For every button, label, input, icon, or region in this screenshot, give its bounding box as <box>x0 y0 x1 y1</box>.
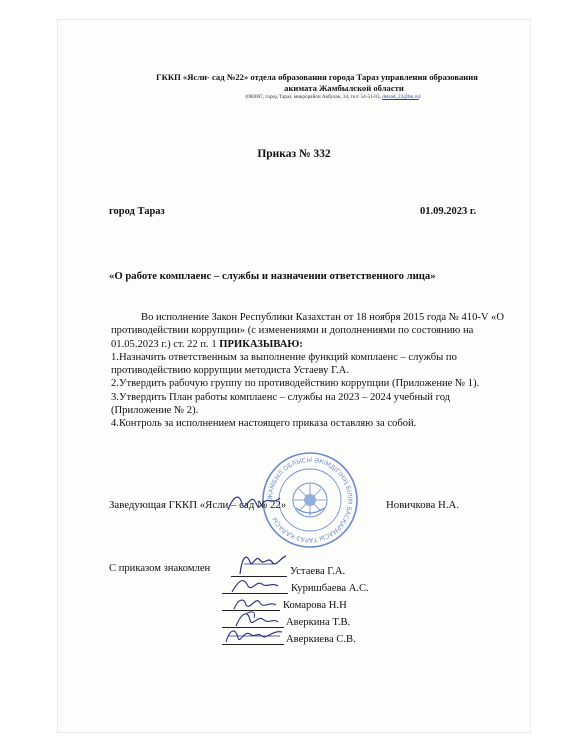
header-address <box>58 93 530 101</box>
header-address-end: ) <box>418 94 421 100</box>
acknowledged-label: С приказом знакомлен <box>109 563 211 574</box>
head-signature-icon <box>224 490 284 516</box>
order-body <box>111 311 507 431</box>
emblem-icon <box>293 483 327 517</box>
order-title: Приказ № 332 <box>257 148 331 160</box>
intro-text: Во исполнение Закон Республики Казахстан от 18 ноября 2015 года № 410-V «О противодействии коррупции» (с изменениями и дополнениями по состоянию на 01.05.2023 г.) ст. 22 п. 1 <box>111 312 504 350</box>
order-item: 2.Утвердить рабочую группу по противодействию коррупции (Приложение № 1). <box>111 378 480 390</box>
signature-icon <box>234 550 290 578</box>
head-name: Новичкова Н.А. <box>386 499 460 511</box>
order-item: 1.Назначить ответственным за выполнение функций комплаенс – службы по противодействию коррупции методиста Устаеву Г.А. <box>111 351 457 377</box>
header-line-2: акимата Жамбылской области <box>284 82 404 93</box>
stamp-text: ЖАМБЫЛ ОБЛЫСЫ ӘКІМДІГІНІҢ БІЛІМ БАСҚАРМАСЫ ТАРАЗ ҚАЛАСЫ <box>266 456 354 544</box>
decree-word: ПРИКАЗЫВАЮ: <box>219 338 303 350</box>
organization-header <box>58 72 530 101</box>
acknowledged-name: Аверкиева С.В. <box>286 634 356 645</box>
acknowledged-name: Куришбаева А.С. <box>291 583 369 594</box>
order-subject: «О работе комплаенс – службы и назначении ответственного лица» <box>109 270 436 282</box>
order-date: 01.09.2023 г. <box>420 206 477 217</box>
acknowledged-name: Устаева Г.А. <box>290 566 346 577</box>
order-item: 3.Утвердить План работы комплаенс – службы на 2023 – 2024 учебный год (Приложение № 2). <box>111 391 451 417</box>
header-address-text: (080007, город Тараз, микрорайон Акбулак, 34, тел: 54-51-03, <box>245 94 383 100</box>
document-page <box>58 20 530 732</box>
acknowledged-name: Комарова Н.Н <box>283 600 347 611</box>
order-item: 4.Контроль за исполнением настоящего приказа оставляю за собой. <box>111 418 417 430</box>
acknowledged-name: Аверкина Т.В. <box>286 617 351 628</box>
header-email-link[interactable]: detsad_22@bk.ru <box>382 94 419 100</box>
header-line-1: ГККП «Ясли- сад №22» отдела образования города Тараз управления образования <box>156 72 478 82</box>
signature-icon <box>222 624 286 646</box>
order-intro <box>111 311 507 351</box>
order-city: город Тараз <box>109 206 165 217</box>
head-position: Заведующая ГККП «Ясли – сад № 22» <box>109 499 287 511</box>
